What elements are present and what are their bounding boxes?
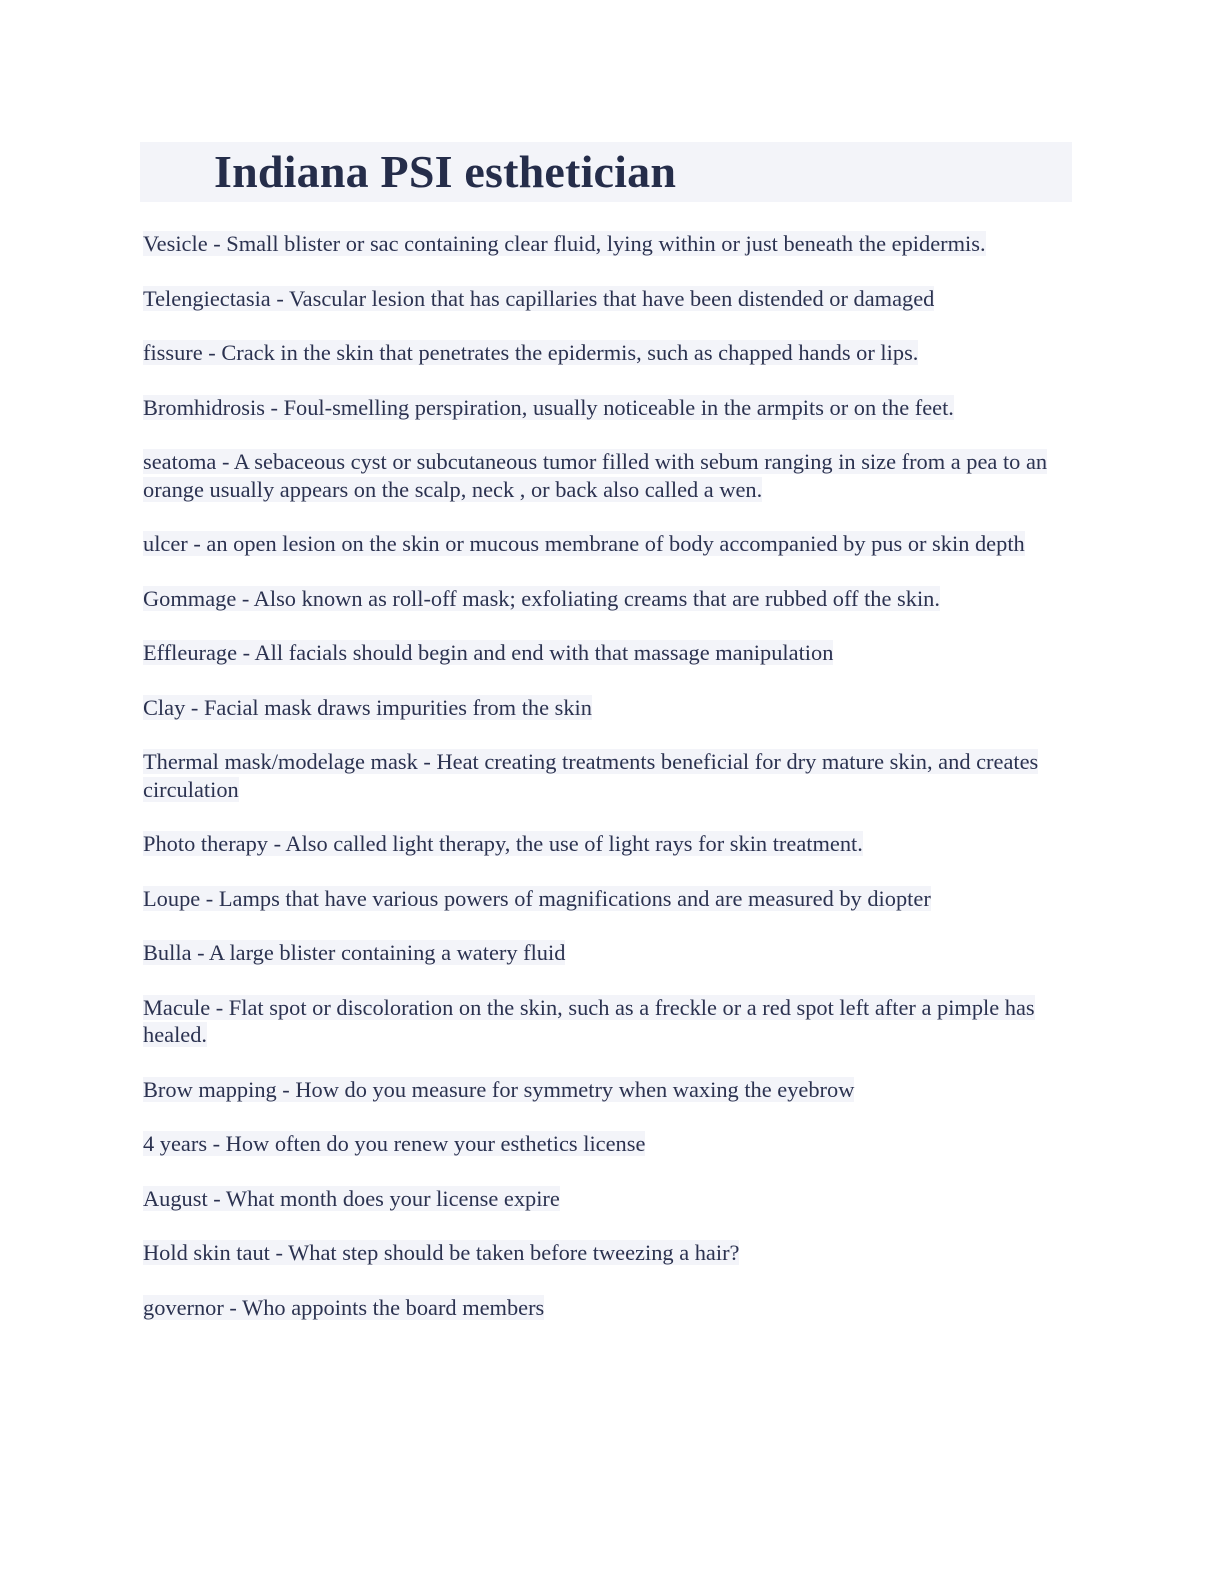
- entry-text: Bulla - A large blister containing a watery fluid: [143, 940, 566, 965]
- list-item: [140, 1076, 1068, 1104]
- entry-text: Gommage - Also known as roll-off mask; exfoliating creams that are rubbed off the skin.: [143, 585, 940, 611]
- entry-list: [140, 230, 1072, 1321]
- entry-text: 4 years - How often do you renew your esthetics license: [143, 1131, 646, 1156]
- list-item: [140, 285, 1068, 313]
- list-item: [140, 448, 1068, 503]
- list-item: [140, 830, 1068, 858]
- entry-text: fissure - Crack in the skin that penetrates the epidermis, such as chapped hands or lips.: [143, 340, 919, 365]
- entry-text: Bromhidrosis - Foul-smelling perspiration, usually noticeable in the armpits or on the feet.: [143, 394, 954, 420]
- title-bar: [140, 142, 1072, 202]
- entry-text: Loupe - Lamps that have various powers of magnifications and are measured by diopter: [143, 885, 931, 911]
- list-item: [140, 885, 1068, 913]
- entry-text: Vesicle - Small blister or sac containing clear fluid, lying within or just beneath the epidermis.: [143, 231, 986, 256]
- list-item: [140, 939, 1068, 967]
- list-item: [140, 530, 1068, 558]
- entry-text: Effleurage - All facials should begin and end with that massage manipulation: [143, 640, 834, 665]
- list-item: [140, 394, 1068, 422]
- list-item: [140, 994, 1068, 1049]
- document-title: Indiana PSI esthetician: [214, 146, 677, 197]
- list-item: [140, 748, 1068, 803]
- entry-text: Brow mapping - How do you measure for symmetry when waxing the eyebrow: [143, 1076, 855, 1102]
- list-item: [140, 639, 1068, 667]
- entry-text: Clay - Facial mask draws impurities from the skin: [143, 694, 592, 720]
- list-item: [140, 694, 1068, 722]
- list-item: [140, 1130, 1068, 1158]
- list-item: [140, 1239, 1068, 1267]
- entry-text: Macule - Flat spot or discoloration on the skin, such as a freckle or a red spot left after a pimple has healed.: [143, 994, 1035, 1047]
- entry-text: Telengiectasia - Vascular lesion that has capillaries that have been distended or damaged: [143, 285, 935, 311]
- document-page: [140, 142, 1072, 1348]
- entry-text: governor - Who appoints the board members: [143, 1294, 545, 1320]
- list-item: [140, 339, 1068, 367]
- entry-text: seatoma - A sebaceous cyst or subcutaneous tumor filled with sebum ranging in size from a pea to an orange usually appears on the scalp, neck , or back also called a wen.: [143, 449, 1048, 502]
- list-item: [140, 230, 1068, 258]
- entry-text: August - What month does your license expire: [143, 1185, 560, 1211]
- entry-text: Thermal mask/modelage mask - Heat creating treatments beneficial for dry mature skin, and creates circulation: [143, 749, 1039, 802]
- list-item: [140, 1294, 1068, 1322]
- entry-text: ulcer - an open lesion on the skin or mucous membrane of body accompanied by pus or skin depth: [143, 531, 1025, 556]
- entry-text: Photo therapy - Also called light therapy, the use of light rays for skin treatment.: [143, 831, 863, 856]
- list-item: [140, 585, 1068, 613]
- entry-text: Hold skin taut - What step should be taken before tweezing a hair?: [143, 1240, 740, 1265]
- list-item: [140, 1185, 1068, 1213]
